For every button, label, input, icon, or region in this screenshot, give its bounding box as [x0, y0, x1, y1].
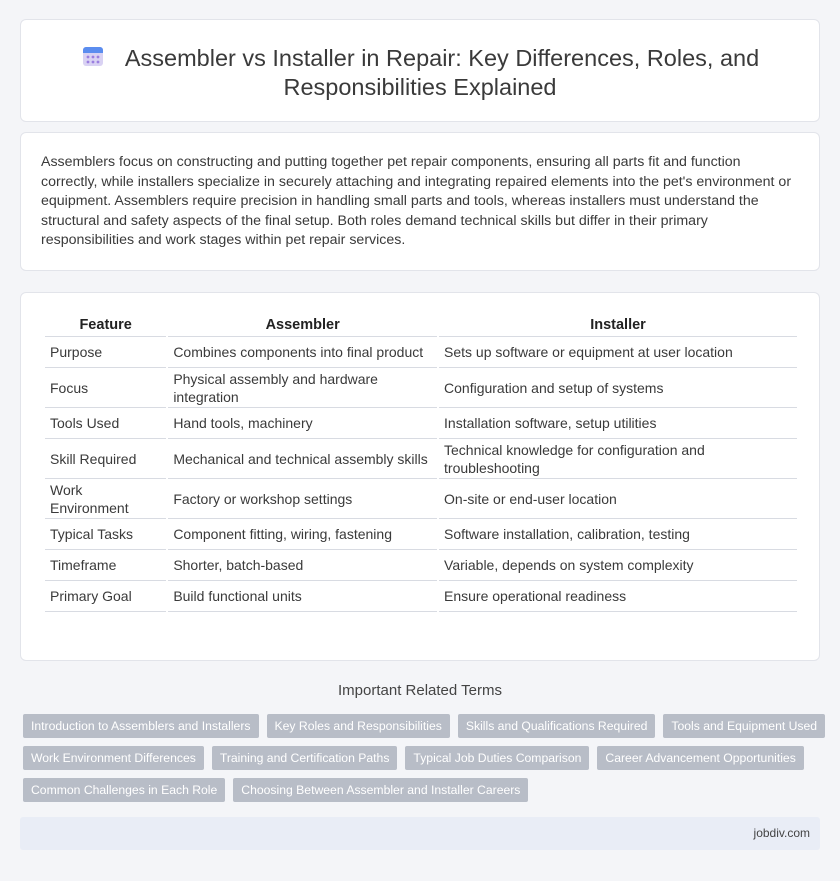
assembler-cell: Shorter, batch-based [168, 550, 437, 581]
assembler-cell: Component fitting, wiring, fastening [168, 519, 437, 550]
installer-cell: Technical knowledge for configuration and troubleshooting [439, 439, 797, 479]
table-row [45, 368, 797, 408]
tag-tools[interactable]: Tools and Equipment Used [663, 714, 825, 738]
title-line-1: Assembler vs Installer in Repair: Key Differences, Roles, and [124, 45, 760, 71]
tag-career[interactable]: Career Advancement Opportunities [597, 746, 803, 770]
assembler-cell: Build functional units [168, 581, 437, 612]
feature-cell: Work Environment [45, 479, 166, 519]
assembler-cell: Factory or workshop settings [168, 479, 437, 519]
installer-cell: Configuration and setup of systems [439, 368, 797, 408]
installer-cell: On-site or end-user location [439, 479, 797, 519]
table-row [45, 519, 797, 550]
feature-cell: Purpose [45, 337, 166, 368]
feature-cell: Focus [45, 368, 166, 408]
tag-job-duties[interactable]: Typical Job Duties Comparison [405, 746, 589, 770]
header-assembler: Assembler [168, 313, 437, 337]
installer-cell: Ensure operational readiness [439, 581, 797, 612]
assembler-cell: Physical assembly and hardware integration [168, 368, 437, 408]
feature-cell: Typical Tasks [45, 519, 166, 550]
installer-cell: Software installation, calibration, testing [439, 519, 797, 550]
installer-cell: Sets up software or equipment at user location [439, 337, 797, 368]
tag-challenges[interactable]: Common Challenges in Each Role [23, 778, 225, 802]
comparison-table [43, 313, 799, 612]
calendar-grid-icon [81, 44, 105, 68]
table-row [45, 581, 797, 612]
tag-work-environment[interactable]: Work Environment Differences [23, 746, 204, 770]
related-terms-heading: Important Related Terms [338, 682, 502, 699]
header-installer: Installer [439, 313, 797, 337]
installer-cell: Variable, depends on system complexity [439, 550, 797, 581]
installer-cell: Installation software, setup utilities [439, 408, 797, 439]
comparison-card [20, 292, 820, 661]
footer-site-link[interactable]: jobdiv.com [753, 826, 810, 840]
title-line-2: Responsibilities Explained [283, 74, 557, 100]
table-header-row [45, 313, 797, 337]
intro-paragraph: Assemblers focus on constructing and putting together pet repair components, ensuring all parts fit and function correctly, while installers specialize in securely attaching and integrating repaired elements into the pet's environment or equipment. Assemblers require precision in handling small parts and tools, whereas installers must understand the structural and safety aspects of the final setup. Both roles demand technical skills but differ in their primary responsibilities and work stages within pet repair services. [41, 154, 792, 248]
feature-cell: Tools Used [45, 408, 166, 439]
header-card [20, 19, 820, 122]
feature-cell: Skill Required [45, 439, 166, 479]
footer [20, 817, 820, 850]
table-row [45, 550, 797, 581]
tag-choosing[interactable]: Choosing Between Assembler and Installer Careers [233, 778, 528, 802]
tag-training[interactable]: Training and Certification Paths [212, 746, 398, 770]
tag-key-roles[interactable]: Key Roles and Responsibilities [267, 714, 450, 738]
page-title [21, 44, 819, 102]
table-row [45, 408, 797, 439]
feature-cell: Timeframe [45, 550, 166, 581]
tag-introduction[interactable]: Introduction to Assemblers and Installers [23, 714, 259, 738]
assembler-cell: Hand tools, machinery [168, 408, 437, 439]
feature-cell: Primary Goal [45, 581, 166, 612]
table-row [45, 479, 797, 519]
assembler-cell: Mechanical and technical assembly skills [168, 439, 437, 479]
intro-card [20, 132, 820, 271]
table-row [45, 439, 797, 479]
assembler-cell: Combines components into final product [168, 337, 437, 368]
header-feature: Feature [45, 313, 166, 337]
related-terms-tags [23, 714, 823, 810]
tag-skills[interactable]: Skills and Qualifications Required [458, 714, 656, 738]
table-row [45, 337, 797, 368]
